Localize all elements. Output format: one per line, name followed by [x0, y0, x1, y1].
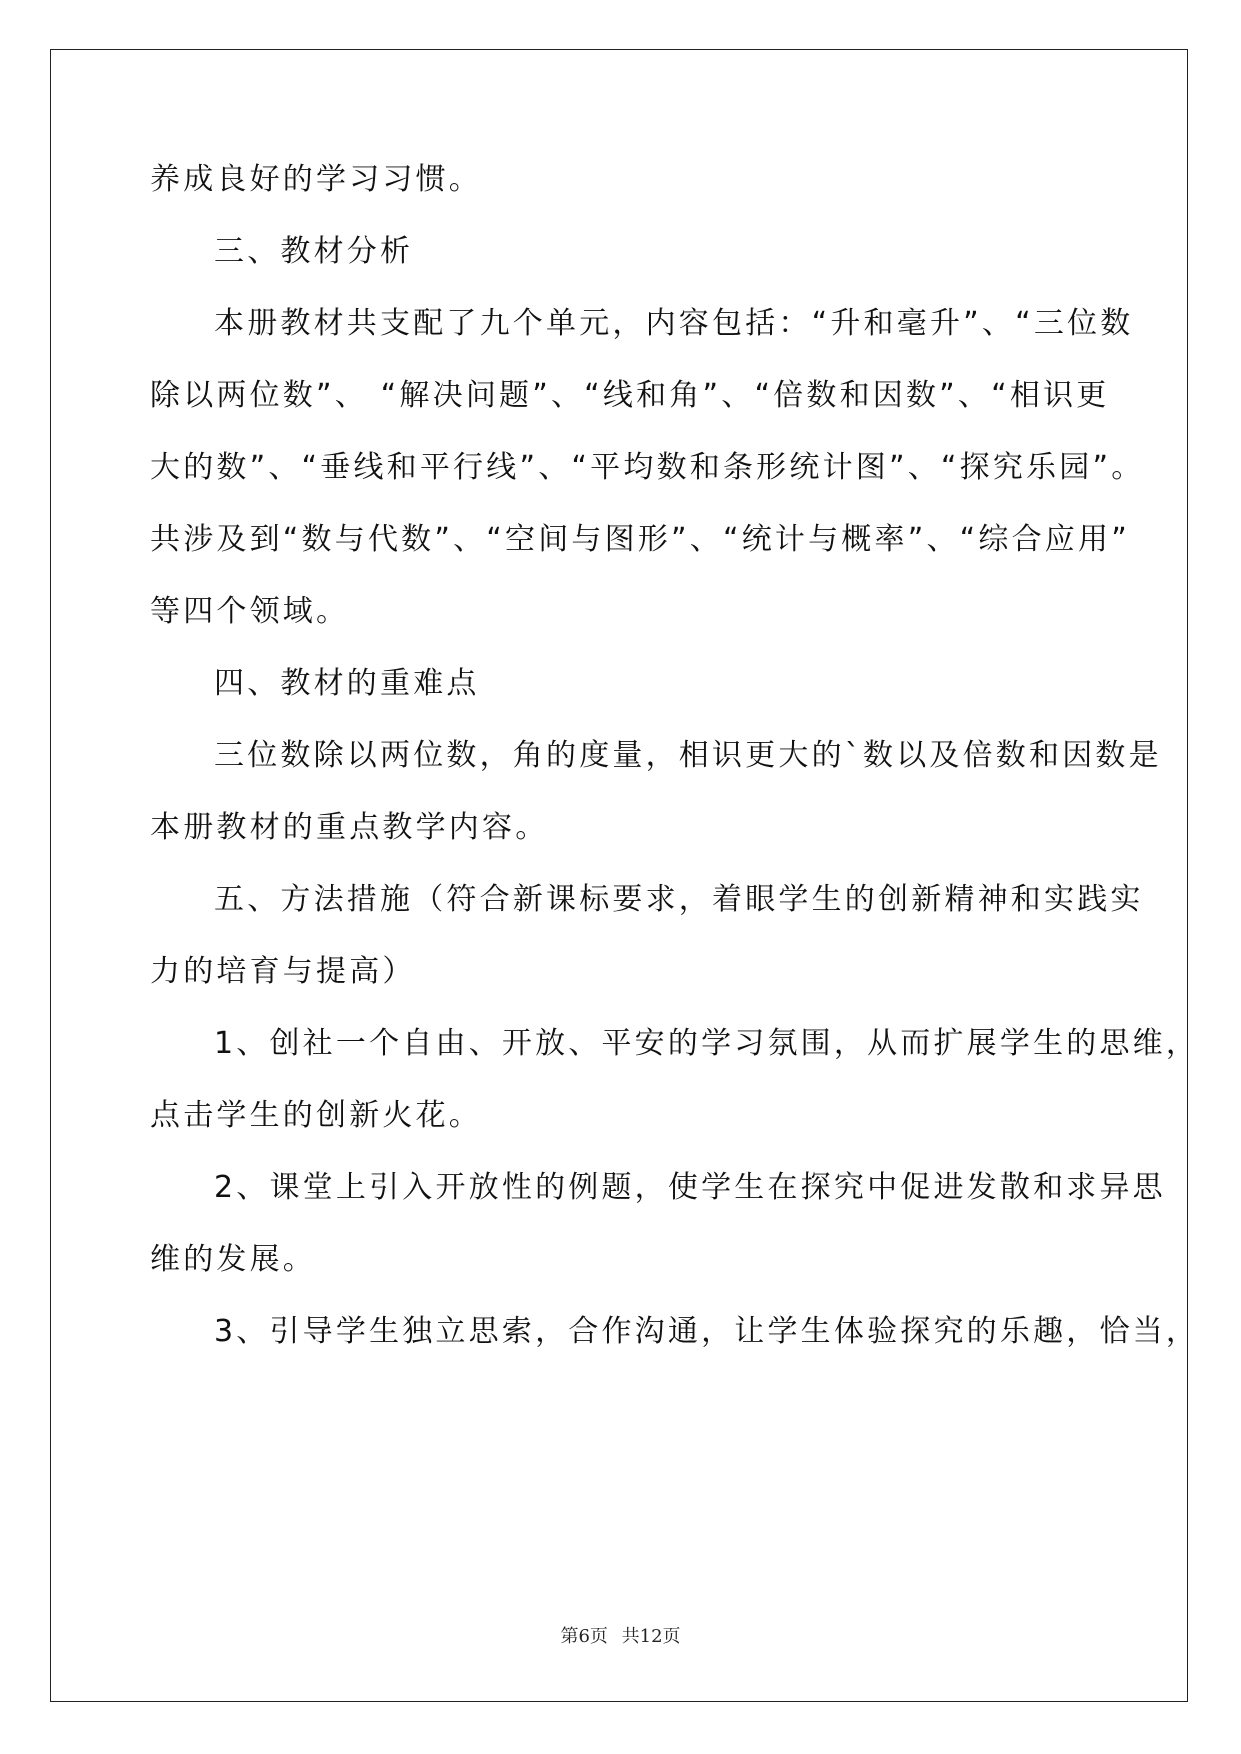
paragraph-line: 点击学生的创新火花。 [150, 1098, 482, 1133]
paragraph-line: 本册教材共支配了九个单元，内容包括：“升和毫升”、“三位数 [214, 306, 1134, 341]
page-number: 第6页 [560, 1626, 608, 1647]
list-item-2: 2、课堂上引入开放性的例题，使学生在探究中促进发散和求异思 [214, 1170, 1166, 1205]
section-heading-textbook-analysis: 三、教材分析 [214, 234, 414, 269]
paragraph-line: 力的培育与提高） [150, 954, 416, 989]
page-border [50, 49, 1188, 1702]
paragraph-line: 大的数”、“垂线和平行线”、“平均数和条形统计图”、“探究乐园”。 [150, 450, 1145, 485]
section-heading-methods: 五、方法措施（符合新课标要求，着眼学生的创新精神和实践实 [214, 882, 1144, 917]
section-heading-key-points: 四、教材的重难点 [214, 666, 480, 701]
paragraph-line: 维的发展。 [150, 1242, 316, 1277]
paragraph-line: 本册教材的重点教学内容。 [150, 810, 549, 845]
page-total: 共12页 [621, 1626, 681, 1647]
paragraph-line: 除以两位数”、 “解决问题”、“线和角”、“倍数和因数”、“相识更 [150, 378, 1110, 413]
paragraph-line: 三位数除以两位数，角的度量，相识更大的`数以及倍数和因数是 [214, 738, 1162, 773]
paragraph-line: 等四个领域。 [150, 594, 350, 629]
list-item-1: 1、创社一个自由、开放、平安的学习氛围，从而扩展学生的思维， [214, 1026, 1200, 1061]
page-footer [0, 1622, 1241, 1648]
paragraph-line: 共涉及到“数与代数”、“空间与图形”、“统计与概率”、“综合应用” [150, 522, 1130, 557]
list-item-3: 3、引导学生独立思索，合作沟通，让学生体验探究的乐趣，恰当， [214, 1314, 1200, 1349]
paragraph-line: 养成良好的学习习惯。 [150, 162, 482, 197]
